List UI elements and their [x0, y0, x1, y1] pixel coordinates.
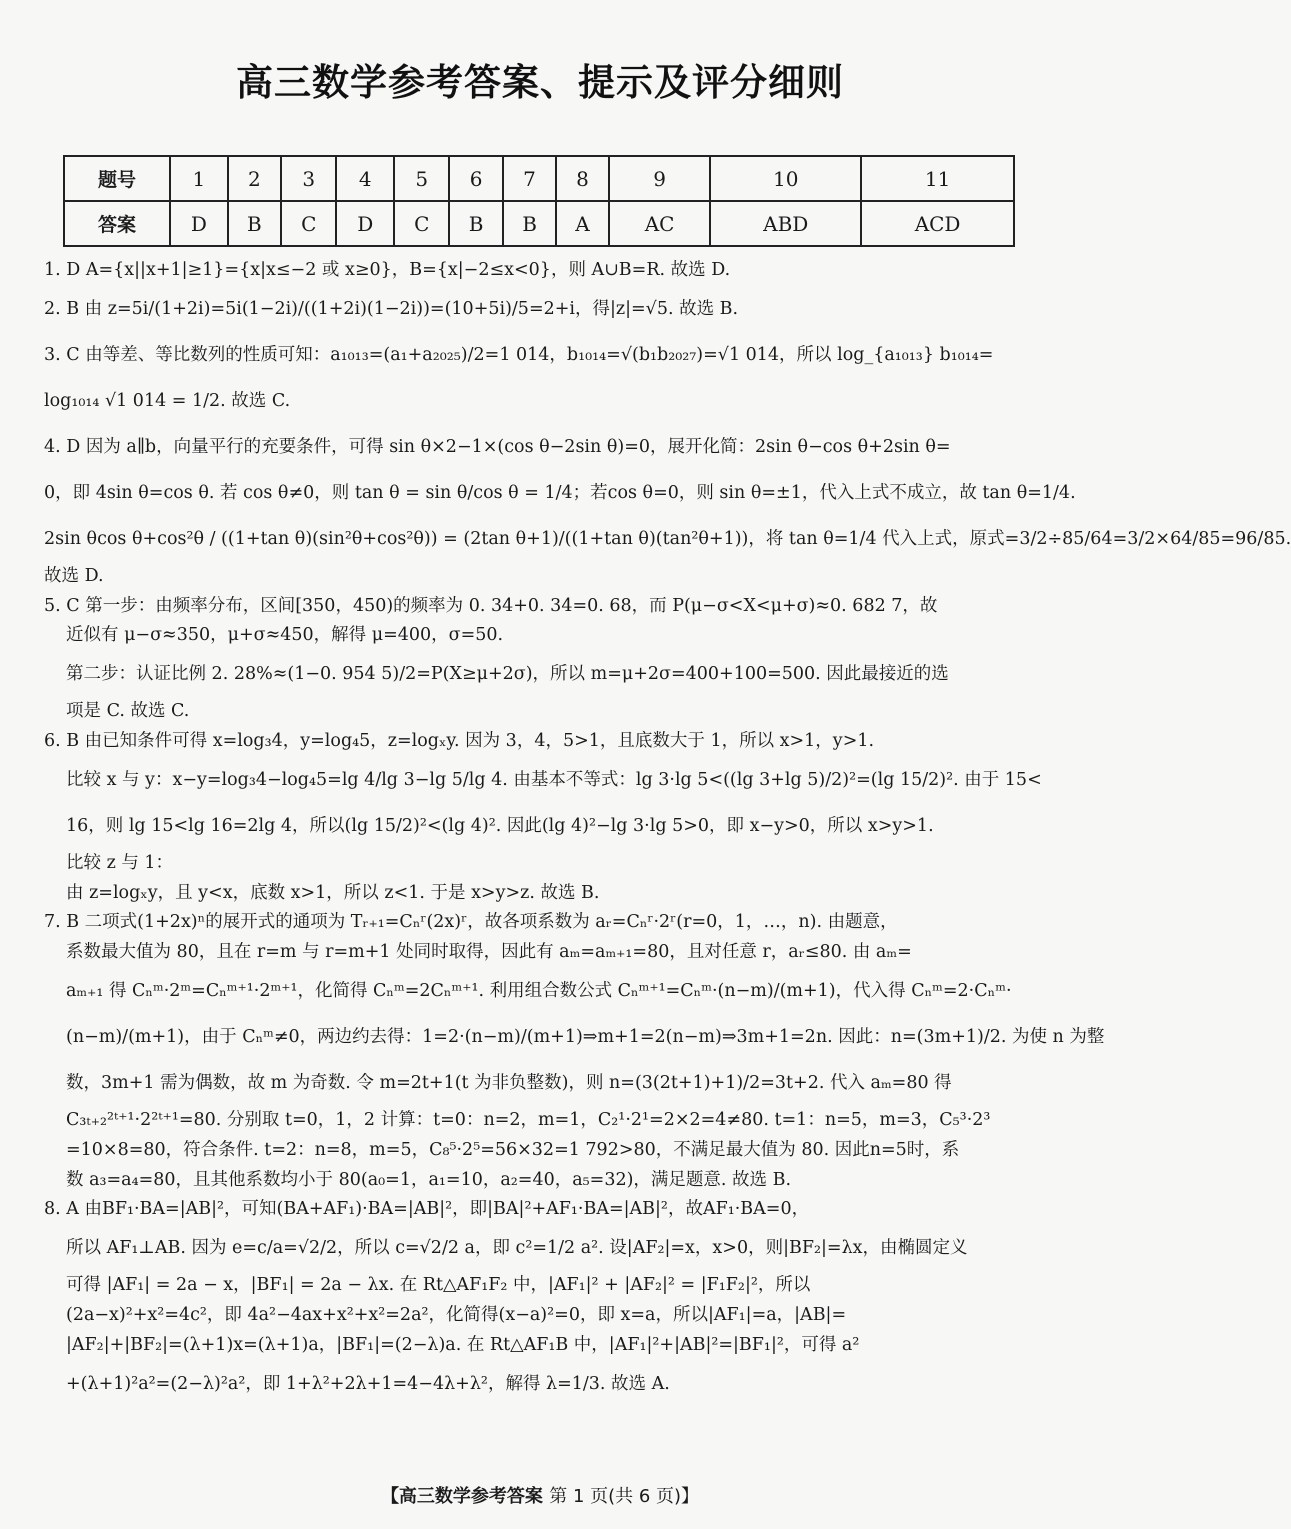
solution-7-line: aₘ₊₁ 得 Cₙᵐ·2ᵐ=Cₙᵐ⁺¹·2ᵐ⁺¹，化简得 Cₙᵐ=2Cₙᵐ⁺¹. 利用组合数公式 Cₙᵐ⁺¹=Cₙᵐ·(n−m)/(m+1)，代入得 Cₙᵐ=2·Cₙᵐ· [66, 980, 1012, 1001]
question-number-cell: 4 [336, 156, 394, 201]
solution-7-line: 7. B 二项式(1+2x)ⁿ的展开式的通项为 Tᵣ₊₁=Cₙʳ(2x)ʳ，故各项系数为 aᵣ=Cₙʳ·2ʳ(r=0，1，…，n). 由题意， [44, 912, 898, 933]
solution-6-line: 16，则 lg 15<lg 16=2lg 4，所以(lg 15/2)²<(lg 4)². 因此(lg 4)²−lg 3·lg 5>0，即 x−y>0，所以 x>y>1. [66, 815, 934, 836]
solution-7-line: 数 a₃=a₄=80，且其他系数均小于 80(a₀=1，a₁=10，a₂=40，a₅=32)，满足题意. 故选 B. [66, 1169, 792, 1190]
question-number-header: 题号 [64, 156, 170, 201]
solution-3-line: log₁₀₁₄ √1 014 = 1/2. 故选 C. [44, 390, 291, 411]
question-number-cell: 3 [281, 156, 336, 201]
solution-7-line: =10×8=80，符合条件. t=2：n=8，m=5，C₈⁵·2⁵=56×32=1 792>80，不满足最大值为 80. 因此n=5时，系 [66, 1139, 960, 1160]
solution-5-line: 近似有 μ−σ≈350，μ+σ≈450，解得 μ=400，σ=50. [66, 625, 504, 646]
question-number-row [64, 156, 1014, 201]
solution-8-line: |AF₂|+|BF₂|=(λ+1)x=(λ+1)a，|BF₁|=(2−λ)a. 在 Rt△AF₁B 中，|AF₁|²+|AB|²=|BF₁|²，可得 a² [66, 1334, 860, 1355]
question-number-cell: 6 [449, 156, 502, 201]
solution-1-line: 1. D A={x||x+1|≥1}={x|x≤−2 或 x≥0}，B={x|−2≤x<0}，则 A∪B=R. 故选 D. [44, 260, 731, 280]
answer-table [63, 155, 1015, 247]
answer-cell: ACD [861, 201, 1014, 246]
solution-3-line: 3. C 由等差、等比数列的性质可知：a₁₀₁₃=(a₁+a₂₀₂₅)/2=1 014，b₁₀₁₄=√(b₁b₂₀₂₇)=√1 014，所以 log_{a₁₀₁₃} b₁₀₁₄= [44, 344, 994, 365]
solution-6-line: 比较 z 与 1： [66, 852, 174, 873]
solution-7-line: 数，3m+1 需为偶数，故 m 为奇数. 令 m=2t+1(t 为非负整数)，则 n=(3(2t+1)+1)/2=3t+2. 代入 aₘ=80 得 [66, 1072, 952, 1093]
solution-2-line: 2. B 由 z=5i/(1+2i)=5i(1−2i)/((1+2i)(1−2i))=(10+5i)/5=2+i，得|z|=√5. 故选 B. [44, 298, 739, 319]
answer-row [64, 201, 1014, 246]
question-number-cell: 5 [394, 156, 449, 201]
solution-4-line: 故选 D. [44, 565, 104, 586]
answer-cell: ABD [710, 201, 861, 246]
solution-4-line: 4. D 因为 a∥b，向量平行的充要条件，可得 sin θ×2−1×(cos θ−2sin θ)=0，展开化简：2sin θ−cos θ+2sin θ= [44, 436, 951, 457]
answer-cell: C [281, 201, 336, 246]
question-number-cell: 11 [861, 156, 1014, 201]
solution-4-line: 0，即 4sin θ=cos θ. 若 cos θ≠0，则 tan θ = sin θ/cos θ = 1/4；若cos θ=0，则 sin θ=±1，代入上式不成立，故 tan θ=1/4. [44, 482, 1076, 503]
solution-4-line: 2sin θcos θ+cos²θ / ((1+tan θ)(sin²θ+cos²θ)) = (2tan θ+1)/((1+tan θ)(tan²θ+1))，将 tan θ=1/4 代入上式，原式=3/2÷85/64=3/2×64/85=96/85. [44, 528, 1291, 549]
question-number-cell: 7 [503, 156, 556, 201]
footer-title: 【高三数学参考答案 [380, 1486, 543, 1507]
solution-7-line: C₃ₜ₊₂²ᵗ⁺¹·2²ᵗ⁺¹=80. 分别取 t=0，1，2 计算：t=0：n=2，m=1，C₂¹·2¹=2×2=4≠80. t=1：n=5，m=3，C₅³·2³ [66, 1109, 991, 1130]
solution-7-line: (n−m)/(m+1)，由于 Cₙᵐ≠0，两边约去得：1=2·(n−m)/(m+1)⇒m+1=2(n−m)⇒3m+1=2n. 因此：n=(3m+1)/2. 为使 n 为整 [66, 1026, 1105, 1047]
page-title: 高三数学参考答案、提示及评分细则 [236, 61, 844, 104]
solution-8-line: 可得 |AF₁| = 2a − x，|BF₁| = 2a − λx. 在 Rt△AF₁F₂ 中，|AF₁|² + |AF₂|² = |F₁F₂|²，所以 [66, 1275, 811, 1296]
answer-cell: AC [609, 201, 711, 246]
answer-cell: B [503, 201, 556, 246]
answer-cell: B [449, 201, 502, 246]
question-number-cell: 10 [710, 156, 861, 201]
solution-8-line: 所以 AF₁⊥AB. 因为 e=c/a=√2/2，所以 c=√2/2 a，即 c²=1/2 a². 设|AF₂|=x，x>0，则|BF₂|=λx，由椭圆定义 [66, 1238, 968, 1259]
solution-8-line: (2a−x)²+x²=4c²，即 4a²−4ax+x²+x²=2a²，化简得(x−a)²=0，即 x=a，所以|AF₁|=a，|AB|= [66, 1304, 847, 1325]
question-number-cell: 9 [609, 156, 711, 201]
solutions-body [44, 256, 1291, 1407]
question-number-cell: 8 [556, 156, 609, 201]
solution-6-line: 由 z=logₓy，且 y<x，底数 x>1，所以 z<1. 于是 x>y>z. 故选 B. [66, 882, 600, 903]
solution-6-line: 比较 x 与 y：x−y=log₃4−log₄5=lg 4/lg 3−lg 5/lg 4. 由基本不等式：lg 3·lg 5<((lg 3+lg 5)/2)²=(lg 15/2)². 由于 15< [66, 769, 1042, 790]
solution-8-line: +(λ+1)²a²=(2−λ)²a²，即 1+λ²+2λ+1=4−4λ+λ²，解得 λ=1/3. 故选 A. [66, 1373, 670, 1394]
page-footer [0, 1482, 1080, 1508]
solution-8-line: 8. A 由BF₁·BA=|AB|²，可知(BA+AF₁)·BA=|AB|²，即|BA|²+AF₁·BA=|AB|²，故AF₁·BA=0， [44, 1199, 810, 1220]
solution-5-line: 第二步：认证比例 2. 28%≈(1−0. 954 5)/2=P(X≥μ+2σ)，所以 m=μ+2σ=400+100=500. 因此最接近的选 [66, 664, 949, 685]
solution-6-line: 6. B 由已知条件可得 x=log₃4，y=log₄5，z=logₓy. 因为 3，4，5>1，且底数大于 1，所以 x>1，y>1. [44, 730, 875, 751]
answer-cell: B [228, 201, 281, 246]
answer-cell: D [336, 201, 394, 246]
answer-header: 答案 [64, 201, 170, 246]
solution-5-line: 5. C 第一步：由频率分布，区间[350，450)的频率为 0. 34+0. 34=0. 68，而 P(μ−σ<X<μ+σ)≈0. 682 7，故 [44, 595, 938, 616]
answer-cell: A [556, 201, 609, 246]
question-number-cell: 1 [170, 156, 228, 201]
answer-cell: D [170, 201, 228, 246]
question-number-cell: 2 [228, 156, 281, 201]
solution-7-line: 系数最大值为 80，且在 r=m 与 r=m+1 处同时取得，因此有 aₘ=aₘ₊₁=80，且对任意 r，aᵣ≤80. 由 aₘ= [66, 942, 912, 963]
footer-page-number: 第 1 页(共 6 页)】 [549, 1486, 700, 1507]
solution-5-line: 项是 C. 故选 C. [66, 701, 190, 722]
answer-cell: C [394, 201, 449, 246]
